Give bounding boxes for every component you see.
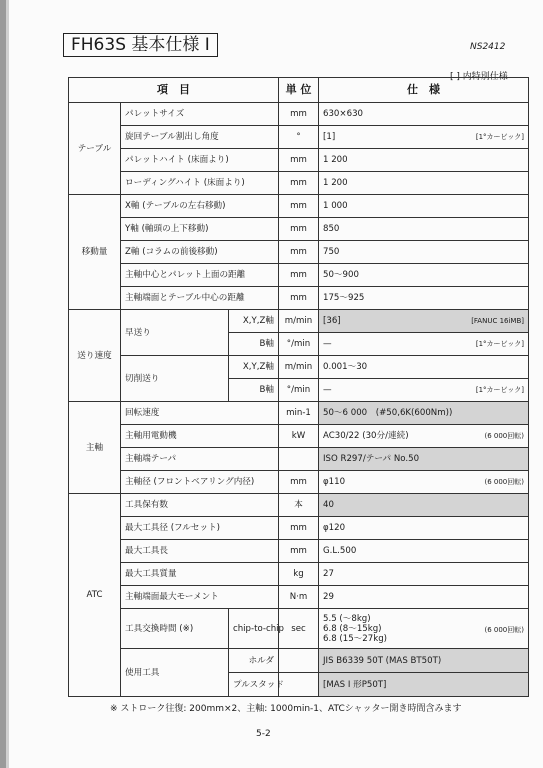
row-unit — [279, 448, 319, 471]
row-spec: 29 — [319, 586, 529, 609]
row-item: Y軸 (軸頭の上下移動) — [121, 218, 279, 241]
table-row — [69, 287, 529, 310]
row-unit: °/min — [279, 333, 319, 356]
row-item: 主軸径 (フロントベアリング内径) — [121, 471, 279, 494]
row-spec: 750 — [319, 241, 529, 264]
row-spec: 1 200 — [319, 172, 529, 195]
header-item: 項 目 — [69, 78, 279, 103]
row-item: 最大工具質量 — [121, 563, 279, 586]
footnote: ※ ストローク往復: 200mm×2、主軸: 1000min-1、ATCシャッター開き時間含みます — [110, 704, 462, 714]
row-unit: mm — [279, 264, 319, 287]
table-row — [69, 103, 529, 126]
spec-note: (6 000回転) — [484, 432, 524, 440]
table-row — [69, 448, 529, 471]
table-row — [69, 172, 529, 195]
category-table: テーブル — [69, 103, 121, 195]
row-spec — [319, 609, 529, 649]
row-unit: ° — [279, 126, 319, 149]
table-row — [69, 609, 529, 649]
row-item: 切削送り — [121, 356, 229, 402]
row-spec: φ120 — [319, 517, 529, 540]
document-code: NS2412 — [470, 42, 506, 52]
row-unit: mm — [279, 172, 319, 195]
row-item: 工具交換時間 (※) — [121, 609, 229, 649]
row-item: パレットサイズ — [121, 103, 279, 126]
document-title: FH63S 基本仕様 I — [63, 33, 218, 57]
table-header-row — [69, 78, 529, 103]
row-spec: [MAS I 形P50T] — [319, 673, 529, 697]
spec-table — [68, 77, 529, 697]
row-unit: m/min — [279, 310, 319, 333]
row-axis: B軸 — [229, 379, 279, 402]
table-row — [69, 425, 529, 448]
header-spec: 仕 様 — [319, 78, 529, 103]
category-feed: 送り速度 — [69, 310, 121, 402]
row-item: Z軸 (コラムの前後移動) — [121, 241, 279, 264]
row-unit — [279, 649, 319, 673]
spec-value: φ110 — [323, 477, 346, 487]
spec-note: [FANUC 16iMB] — [471, 317, 524, 325]
row-unit: mm — [279, 241, 319, 264]
row-item: 主軸端テーパ — [121, 448, 279, 471]
row-item: 早送り — [121, 310, 229, 356]
scan-edge-highlight — [6, 0, 9, 768]
row-spec — [319, 379, 529, 402]
row-spec — [319, 126, 529, 149]
spec-note: (6 000回転) — [484, 625, 524, 634]
row-item: パレットハイト (床面より) — [121, 149, 279, 172]
row-unit: mm — [279, 103, 319, 126]
row-unit: mm — [279, 149, 319, 172]
row-item: 主軸用電動機 — [121, 425, 279, 448]
row-unit: mm — [279, 218, 319, 241]
row-unit: mm — [279, 287, 319, 310]
row-item: 主軸端面最大モーメント — [121, 586, 279, 609]
row-spec: 40 — [319, 494, 529, 517]
row-item: 最大工具径 (フルセット) — [121, 517, 279, 540]
row-spec: 50～6 000 (#50,6K(600Nm)) — [319, 402, 529, 425]
row-item: 最大工具長 — [121, 540, 279, 563]
row-spec — [319, 425, 529, 448]
page-number: 5-2 — [256, 729, 271, 739]
row-spec — [319, 333, 529, 356]
row-spec — [319, 471, 529, 494]
spec-note: (6 000回転) — [484, 478, 524, 486]
category-atc: ATC — [69, 494, 121, 697]
row-item: ローディングハイト (床面より) — [121, 172, 279, 195]
table-row — [69, 494, 529, 517]
row-axis: X,Y,Z軸 — [229, 310, 279, 333]
row-spec: 175～925 — [319, 287, 529, 310]
spec-line: 6.8 (8～15kg) — [323, 623, 382, 634]
spec-value: — — [323, 385, 332, 395]
row-spec: 850 — [319, 218, 529, 241]
row-unit: mm — [279, 471, 319, 494]
row-item: 主軸端面とテーブル中心の距離 — [121, 287, 279, 310]
row-item: 使用工具 — [121, 649, 229, 697]
table-row — [69, 517, 529, 540]
row-subitem: chip-to-chip — [229, 609, 279, 649]
row-subitem: ホルダ — [229, 649, 279, 673]
row-subitem: プルスタッド — [229, 673, 279, 697]
row-spec: 50～900 — [319, 264, 529, 287]
row-item: X軸 (テーブルの左右移動) — [121, 195, 279, 218]
row-item: 旋回テーブル割出し角度 — [121, 126, 279, 149]
row-unit: m/min — [279, 356, 319, 379]
table-row — [69, 563, 529, 586]
spec-value: — — [323, 339, 332, 349]
table-row — [69, 356, 529, 379]
header-unit: 単 位 — [279, 78, 319, 103]
table-row — [69, 649, 529, 673]
row-spec: G.L.500 — [319, 540, 529, 563]
row-unit — [279, 673, 319, 697]
category-travel: 移動量 — [69, 195, 121, 310]
row-item: 主軸中心とパレット上面の距離 — [121, 264, 279, 287]
row-axis: X,Y,Z軸 — [229, 356, 279, 379]
row-item: 回転速度 — [121, 402, 279, 425]
table-row — [69, 241, 529, 264]
table-row — [69, 126, 529, 149]
table-row — [69, 149, 529, 172]
spec-line: 6.8 (15～27kg) — [323, 633, 387, 644]
row-spec: 0.001～30 — [319, 356, 529, 379]
row-spec: ISO R297/テーパ No.50 — [319, 448, 529, 471]
table-row — [69, 471, 529, 494]
row-axis: B軸 — [229, 333, 279, 356]
row-unit: min-1 — [279, 402, 319, 425]
table-row — [69, 586, 529, 609]
row-spec: 27 — [319, 563, 529, 586]
row-unit: °/min — [279, 379, 319, 402]
spec-line: 5.5 (～8kg) — [323, 613, 371, 624]
spec-value: [36] — [323, 316, 341, 326]
row-spec — [319, 310, 529, 333]
row-unit: mm — [279, 517, 319, 540]
row-unit: kg — [279, 563, 319, 586]
spec-note: [1°カービック] — [475, 340, 524, 348]
row-unit: N·m — [279, 586, 319, 609]
special-spec-legend: [ ] 内特別仕様 — [450, 72, 508, 82]
row-spec: 630×630 — [319, 103, 529, 126]
table-row — [69, 310, 529, 333]
table-row — [69, 540, 529, 563]
spec-note: [1°カービック] — [475, 386, 524, 394]
category-spindle: 主軸 — [69, 402, 121, 494]
row-unit: kW — [279, 425, 319, 448]
row-item: 工具保有数 — [121, 494, 279, 517]
row-unit: mm — [279, 540, 319, 563]
row-spec: 1 200 — [319, 149, 529, 172]
table-row — [69, 402, 529, 425]
row-spec: JIS B6339 50T (MAS BT50T) — [319, 649, 529, 673]
row-spec: 1 000 — [319, 195, 529, 218]
table-row — [69, 264, 529, 287]
row-unit: mm — [279, 195, 319, 218]
row-unit: sec — [279, 609, 319, 649]
spec-note: [1°カービック] — [475, 133, 524, 141]
table-row — [69, 195, 529, 218]
table-row — [69, 218, 529, 241]
spec-value: AC30/22 (30分/連続) — [323, 431, 409, 441]
spec-value: [1] — [323, 132, 336, 142]
row-unit: 本 — [279, 494, 319, 517]
